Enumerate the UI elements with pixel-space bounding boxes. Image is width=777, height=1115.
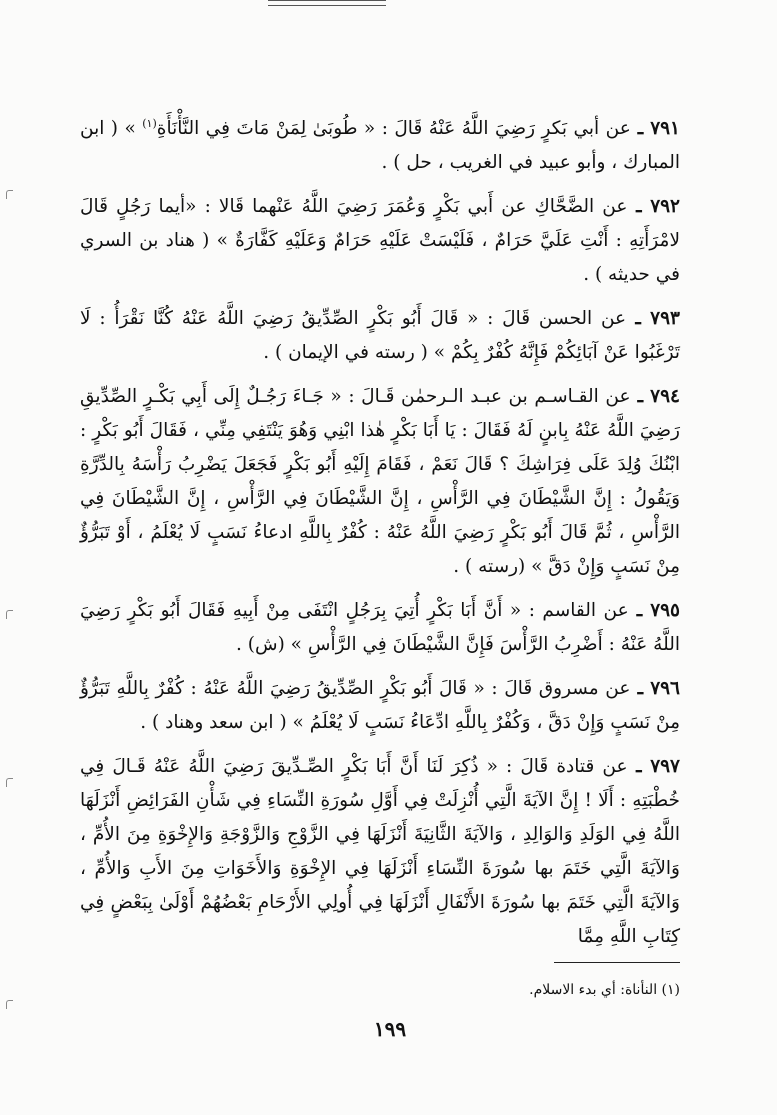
scan-margin-mark: [6, 1000, 13, 1009]
entry-number: ٧٩٦: [650, 678, 680, 699]
footnote: (١) النأناة: أي بدء الاسلام.: [529, 982, 680, 998]
entry-text: عن الحسن قَالَ : « قَالَ أَبُو بَكْرٍ الصِّدِّيقُ رَضِيَ اللَّهُ عَنْهُ كُنَّا نَقْرَأُ : لَا تَرْغَبُوا عَنْ آبَائِكُمْ فَإِنَّهُ كُفْرٌ بِكُمْ » ( رسته في الإيمان ) .: [80, 308, 680, 363]
footnote-separator: [554, 962, 680, 963]
entry-text-continued: » ( ابن المبارك ، وأبو عبيد في الغريب ، حل ) .: [80, 118, 680, 173]
hadith-entry-791: ٧٩١ ـ عن أبي بَكرٍ رَضِيَ اللَّهُ عَنْهُ قَالَ : « طُوبَىٰ لِمَنْ مَاتَ فِي النَّأْنَأَةِ$^{(١)}$ » ( ابن المبارك ، وأبو عبيد في الغريب ، حل ) .: [80, 116, 680, 173]
header-double-rule: [268, 0, 386, 6]
entry-text: عن القاسم : « أَنَّ أَبَا بَكْرٍ أُتِيَ بِرَجُلٍ انْتَفَى مِنْ أَبِيهِ فَقَالَ أَبُو بَكْرٍ رَضِيَ اللَّهُ عَنْهُ : أَضْرِبُ الرَّأْسَ فَإِنَّ الشَّيْطَانَ فِي الرَّأْسِ » (ش) .: [80, 600, 680, 655]
hadith-entry-796: ٧٩٦ ـ عن مسروق قَالَ : « قَالَ أَبُو بَكْرٍ الصِّدِّيقُ رَضِيَ اللَّهُ عَنْهُ : كُفْرٌ بِاللَّهِ تَبَرُّؤٌ مِنْ نَسَبٍ وَإِنْ دَقَّ ، وَكُفْرٌ بِاللَّهِ ادِّعَاءُ نَسَبٍ لَا يُعْلَمُ » ( ابن سعد وهناد ) .: [80, 678, 680, 733]
footnote-reference: (١): [142, 116, 157, 130]
hadith-entry-792: ٧٩٢ ـ عن الضَّحَّاكِ عن أَبي بَكْرٍ وَعُمَرَ رَضِيَ اللَّهُ عَنْهما قَالا : «أيما رَجُلٍ قَالَ لامْرَأَتِهِ : أَنْتِ عَلَيَّ حَرَامٌ ، فَلَيْسَتْ عَلَيْهِ حَرَامٌ وَعَلَيْهِ كَفَّارَةٌ » ( هناد بن السري في حديثه ) .: [80, 196, 680, 285]
entry-number: ٧٩٣: [650, 308, 680, 329]
main-text-block: [80, 112, 680, 964]
entry-text: عن أبي بَكرٍ رَضِيَ اللَّهُ عَنْهُ قَالَ : « طُوبَىٰ لِمَنْ مَاتَ فِي النَّأْنَأَةِ: [156, 118, 631, 139]
page-number: ١٩٩: [373, 1017, 407, 1041]
entry-text: عن قتادة قَالَ : « ذُكِرَ لَنَا أَنَّ أَبَا بَكْرٍ الصِّـدِّيقَ رَضِيَ اللَّهُ عَنْهُ قَـالَ فِي خُطْبَتِهِ : أَلَا ! إِنَّ الآيَةَ الَّتِي أُنْزِلَتْ فِي أَوَّلِ سُورَةِ النِّسَاءِ فِي شَأْنِ الفَرَائِضِ أَنْزَلَهَا اللَّهُ فِي الوَلَدِ وَالوَالِدِ ، وَالآيَةَ الثَّانِيَةَ أَنْزَلَهَا فِي الزَّوْجِ وَالزَّوْجَةِ وَالإِخْوَةِ مِنَ الأُمِّ ، وَالآيَةَ الَّتِي خَتَمَ بها سُورَةَ النِّسَاءِ أَنْزَلَهَا فِي الإِخْوَةِ وَالأَخَوَاتِ مِنَ الأَبِ وَالأُمِّ ، وَالآيَةَ الَّتِي خَتَمَ بها سُورَةَ الأَنْفَالِ أَنْزَلَهَا فِي أُولِي الأَرْحَامِ بَعْضُهُمْ أَوْلَىٰ بِبَعْضٍ فِي كِتَابِ اللَّهِ مِمَّا: [80, 756, 680, 947]
hadith-entry-795: ٧٩٥ ـ عن القاسم : « أَنَّ أَبَا بَكْرٍ أُتِيَ بِرَجُلٍ انْتَفَى مِنْ أَبِيهِ فَقَالَ أَبُو بَكْرٍ رَضِيَ اللَّهُ عَنْهُ : أَضْرِبُ الرَّأْسَ فَإِنَّ الشَّيْطَانَ فِي الرَّأْسِ » (ش) .: [80, 600, 680, 655]
scan-margin-mark: [6, 610, 13, 619]
entry-number: ٧٩٧: [650, 756, 680, 777]
entry-text: عن الضَّحَّاكِ عن أَبي بَكْرٍ وَعُمَرَ رَضِيَ اللَّهُ عَنْهما قَالا : «أيما رَجُلٍ قَالَ لامْرَأَتِهِ : أَنْتِ عَلَيَّ حَرَامٌ ، فَلَيْسَتْ عَلَيْهِ حَرَامٌ وَعَلَيْهِ كَفَّارَةٌ » ( هناد بن السري في حديثه ) .: [80, 196, 680, 285]
hadith-entry-793: ٧٩٣ ـ عن الحسن قَالَ : « قَالَ أَبُو بَكْرٍ الصِّدِّيقُ رَضِيَ اللَّهُ عَنْهُ كُنَّا نَقْرَأُ : لَا تَرْغَبُوا عَنْ آبَائِكُمْ فَإِنَّهُ كُفْرٌ بِكُمْ » ( رسته في الإيمان ) .: [80, 308, 680, 363]
entry-text: عن مسروق قَالَ : « قَالَ أَبُو بَكْرٍ الصِّدِّيقُ رَضِيَ اللَّهُ عَنْهُ : كُفْرٌ بِاللَّهِ تَبَرُّؤٌ مِنْ نَسَبٍ وَإِنْ دَقَّ ، وَكُفْرٌ بِاللَّهِ ادِّعَاءُ نَسَبٍ لَا يُعْلَمُ » ( ابن سعد وهناد ) .: [80, 678, 680, 733]
entry-number: ٧٩٥: [650, 600, 680, 621]
entry-number: ٧٩١: [650, 118, 680, 139]
entry-number: ٧٩٤: [650, 386, 680, 407]
entry-number: ٧٩٢: [650, 196, 680, 217]
entry-text: عن القـاسـم بن عبـد الـرحمٰن قَـالَ : « جَـاءَ رَجُـلٌ إِلَى أَبِي بَكْـرٍ الصِّدِّيقِ رَضِيَ اللَّهُ عَنْهُ بِابنٍ لَهُ فَقَالَ : يَا أَبَا بَكْرٍ هٰذا ابْنِي وَهُوَ يَنْتَفِي مِنِّي ، فَقَالَ أَبُو بَكْرٍ : ابْنُكَ وُلِدَ عَلَى فِرَاشِكَ ؟ قَالَ نَعَمْ ، فَقَامَ إِلَيْهِ أَبُو بَكْرٍ فَجَعَلَ يَضْرِبُ رَأْسَهُ بِالدِّرَّةِ وَيَقُولُ : إِنَّ الشَّيْطَانَ فِي الرَّأْسِ ، إِنَّ الشَّيْطَانَ فِي الرَّأْسِ ، إِنَّ الشَّيْطَانَ فِي الرَّأْسِ ، ثُمَّ قَالَ أَبُو بَكْرٍ رَضِيَ اللَّهُ عَنْهُ : كُفْرٌ بِاللَّهِ ادعاءُ نَسَبٍ لَا يُعْلَمُ ، أَوْ تَبَرُّؤٌ مِنْ نَسَبٍ وَإِنْ دَقَّ » (رسته ) .: [80, 386, 680, 577]
hadith-entry-794: ٧٩٤ ـ عن القـاسـم بن عبـد الـرحمٰن قَـالَ : « جَـاءَ رَجُـلٌ إِلَى أَبِي بَكْـرٍ الصِّدِّيقِ رَضِيَ اللَّهُ عَنْهُ بِابنٍ لَهُ فَقَالَ : يَا أَبَا بَكْرٍ هٰذا ابْنِي وَهُوَ يَنْتَفِي مِنِّي ، فَقَالَ أَبُو بَكْرٍ : ابْنُكَ وُلِدَ عَلَى فِرَاشِكَ ؟ قَالَ نَعَمْ ، فَقَامَ إِلَيْهِ أَبُو بَكْرٍ فَجَعَلَ يَضْرِبُ رَأْسَهُ بِالدِّرَّةِ وَيَقُولُ : إِنَّ الشَّيْطَانَ فِي الرَّأْسِ ، إِنَّ الشَّيْطَانَ فِي الرَّأْسِ ، إِنَّ الشَّيْطَانَ فِي الرَّأْسِ ، ثُمَّ قَالَ أَبُو بَكْرٍ رَضِيَ اللَّهُ عَنْهُ : كُفْرٌ بِاللَّهِ ادعاءُ نَسَبٍ لَا يُعْلَمُ ، أَوْ تَبَرُّؤٌ مِنْ نَسَبٍ وَإِنْ دَقَّ » (رسته ) .: [80, 386, 680, 577]
scan-margin-mark: [6, 778, 13, 787]
hadith-entry-797: ٧٩٧ ـ عن قتادة قَالَ : « ذُكِرَ لَنَا أَنَّ أَبَا بَكْرٍ الصِّـدِّيقَ رَضِيَ اللَّهُ عَنْهُ قَـالَ فِي خُطْبَتِهِ : أَلَا ! إِنَّ الآيَةَ الَّتِي أُنْزِلَتْ فِي أَوَّلِ سُورَةِ النِّسَاءِ فِي شَأْنِ الفَرَائِضِ أَنْزَلَهَا اللَّهُ فِي الوَلَدِ وَالوَالِدِ ، وَالآيَةَ الثَّانِيَةَ أَنْزَلَهَا فِي الزَّوْجِ وَالزَّوْجَةِ وَالإِخْوَةِ مِنَ الأُمِّ ، وَالآيَةَ الَّتِي خَتَمَ بها سُورَةَ النِّسَاءِ أَنْزَلَهَا فِي الإِخْوَةِ وَالأَخَوَاتِ مِنَ الأَبِ وَالأُمِّ ، وَالآيَةَ الَّتِي خَتَمَ بها سُورَةَ الأَنْفَالِ أَنْزَلَهَا فِي أُولِي الأَرْحَامِ بَعْضُهُمْ أَوْلَىٰ بِبَعْضٍ فِي كِتَابِ اللَّهِ مِمَّا: [80, 756, 680, 947]
scan-margin-mark: [6, 190, 13, 199]
